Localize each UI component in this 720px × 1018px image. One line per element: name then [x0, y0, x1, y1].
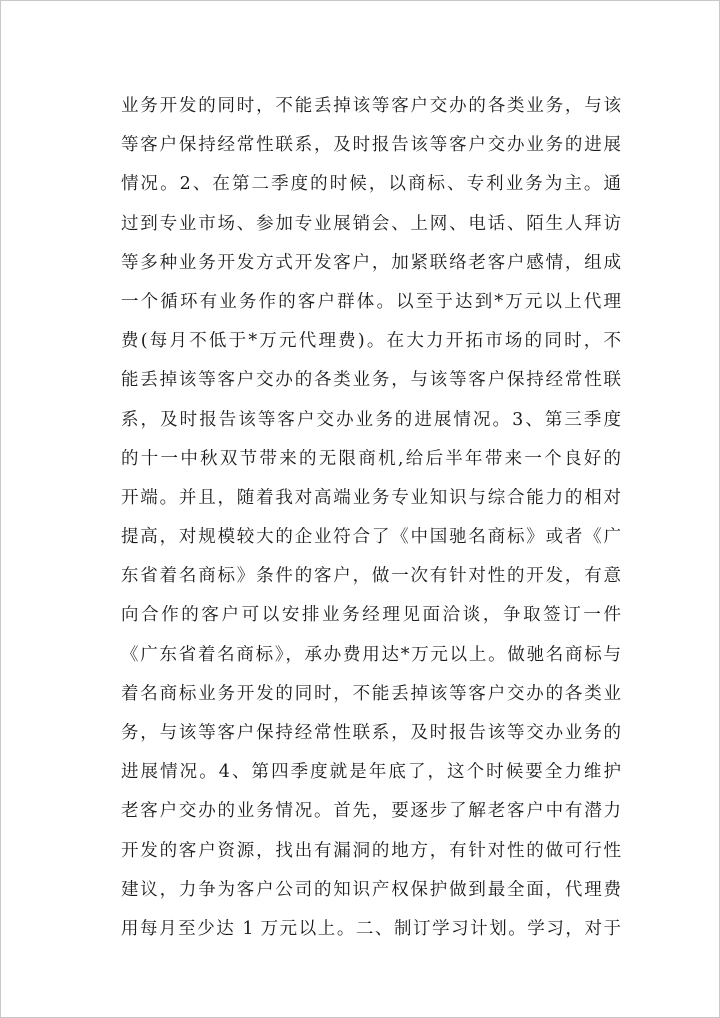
- text-line: 过到专业市场、参加专业展销会、上网、电话、陌生人拜访: [121, 213, 621, 234]
- text-line: 进展情况。4、第四季度就是年底了，这个时候要全力维护: [121, 762, 621, 783]
- text-line: 的十一中秋双节带来的无限商机,给后半年带来一个良好的: [121, 448, 621, 469]
- text-line: 开端。并且，随着我对高端业务专业知识与综合能力的相对: [121, 487, 621, 508]
- text-line: 务，与该等客户保持经常性联系，及时报告该等交办业务的: [121, 723, 621, 743]
- text-line: 向合作的客户可以安排业务经理见面洽谈，争取签订一件: [121, 605, 621, 626]
- text-line: 提高，对规模较大的企业符合了《中国驰名商标》或者《广: [121, 527, 621, 548]
- text-line: 情况。2、在第二季度的时候，以商标、专利业务为主。通: [121, 174, 621, 195]
- text-line: 系，及时报告该等客户交办业务的进展情况。3、第三季度: [121, 409, 621, 430]
- text-line: 等多种业务开发方式开发客户，加紧联络老客户感情，组成: [121, 252, 621, 273]
- text-line: 老客户交办的业务情况。首先，要逐步了解老客户中有潜力: [121, 801, 621, 822]
- text-line: 着名商标业务开发的同时，不能丢掉该等客户交办的各类业: [121, 683, 621, 704]
- text-line: 建议，力争为客户公司的知识产权保护做到最全面，代理费: [121, 879, 621, 900]
- text-line: 能丢掉该等客户交办的各类业务，与该等客户保持经常性联: [121, 370, 621, 391]
- text-line: 费(每月不低于*万元代理费)。在大力开拓市场的同时，不: [121, 331, 621, 352]
- text-line: 《广东省着名商标》，承办费用达*万元以上。做驰名商标与: [121, 644, 621, 665]
- text-line: 开发的客户资源，找出有漏洞的地方，有针对性的做可行性: [121, 840, 621, 861]
- text-line: 业务开发的同时，不能丢掉该等客户交办的各类业务，与该: [121, 96, 621, 116]
- text-line: 等客户保持经常性联系，及时报告该等客户交办业务的进展: [121, 135, 621, 156]
- text-line: 用每月至少达 1 万元以上。二、制订学习计划。学习，对于: [121, 918, 621, 939]
- text-line: 一个循环有业务作的客户群体。以至于达到*万元以上代理: [121, 291, 621, 312]
- text-line: 东省着名商标》条件的客户，做一次有针对性的开发，有意: [121, 566, 621, 587]
- document-body: [121, 87, 621, 949]
